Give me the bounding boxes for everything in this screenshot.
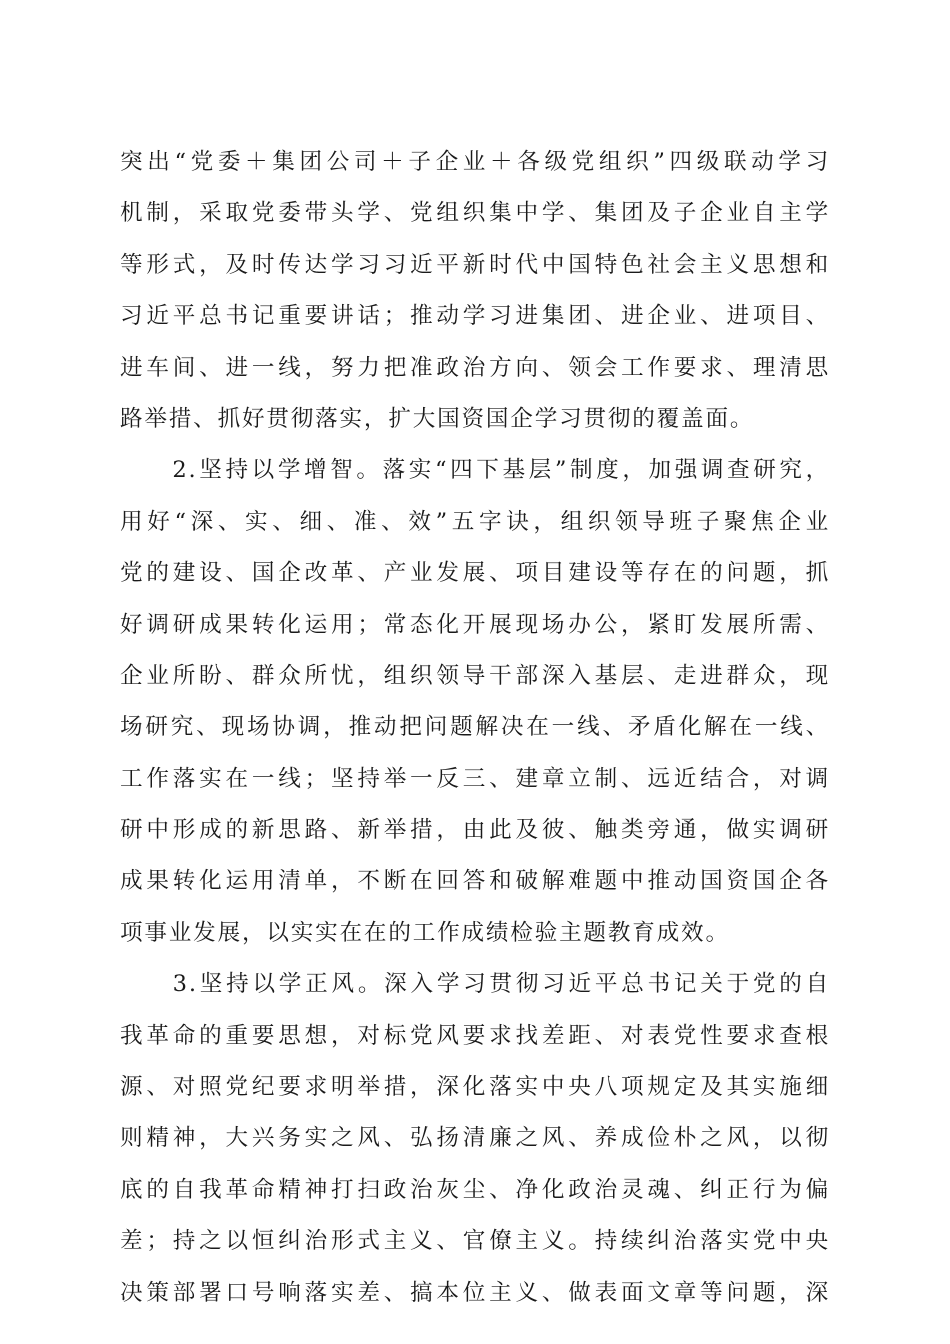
- text-line: 进车间、进一线，努力把准政治方向、领会工作要求、理清思: [120, 354, 830, 381]
- text-line: 底的自我革命精神打扫政治灰尘、净化政治灵魂、纠正行为偏: [120, 1176, 830, 1203]
- text-line: 突出“党委＋集团公司＋子企业＋各级党组织”四级联动学习: [120, 149, 830, 175]
- text-line: 工作落实在一线；坚持举一反三、建章立制、远近结合，对调: [120, 765, 830, 792]
- text-line: 党的建设、国企改革、产业发展、项目建设等存在的问题，抓: [120, 560, 830, 587]
- text-line: 企业所盼、群众所忧，组织领导干部深入基层、走进群众，现: [120, 662, 830, 689]
- text-line: 等形式，及时传达学习习近平新时代中国特色社会主义思想和: [120, 251, 830, 278]
- text-line: 我革命的重要思想，对标党风要求找差距、对表党性要求查根: [120, 1022, 830, 1049]
- text-line: 研中形成的新思路、新举措，由此及彼、触类旁通，做实调研: [120, 817, 830, 844]
- text-line: 源、对照党纪要求明举措，深化落实中央八项规定及其实施细: [120, 1074, 830, 1101]
- text-line: 差；持之以恒纠治形式主义、官僚主义。持续纠治落实党中央: [120, 1228, 830, 1255]
- text-line: 好调研成果转化运用；常态化开展现场办公，紧盯发展所需、: [120, 611, 830, 638]
- text-line: 2.坚持以学增智。落实“四下基层”制度，加强调查研究，: [120, 457, 830, 484]
- text-line: 机制，采取党委带头学、党组织集中学、集团及子企业自主学: [120, 200, 830, 227]
- text-line: 项事业发展，以实实在在的工作成绩检验主题教育成效。: [120, 919, 730, 946]
- text-line: 则精神，大兴务实之风、弘扬清廉之风、养成俭朴之风，以彻: [120, 1125, 830, 1152]
- text-line: 用好“深、实、细、准、效”五字诀，组织领导班子聚焦企业: [120, 508, 830, 535]
- document-body: [120, 137, 830, 1319]
- text-line: 习近平总书记重要讲话；推动学习进集团、进企业、进项目、: [120, 303, 830, 330]
- text-line: 场研究、现场协调，推动把问题解决在一线、矛盾化解在一线、: [120, 714, 830, 741]
- text-line: 3.坚持以学正风。深入学习贯彻习近平总书记关于党的自: [120, 971, 830, 998]
- text-line: 成果转化运用清单，不断在回答和破解难题中推动国资国企各: [120, 868, 830, 895]
- text-line: 路举措、抓好贯彻落实，扩大国资国企学习贯彻的覆盖面。: [120, 405, 755, 432]
- text-line: 决策部署口号响落实差、搞本位主义、做表面文章等问题，深: [120, 1279, 830, 1306]
